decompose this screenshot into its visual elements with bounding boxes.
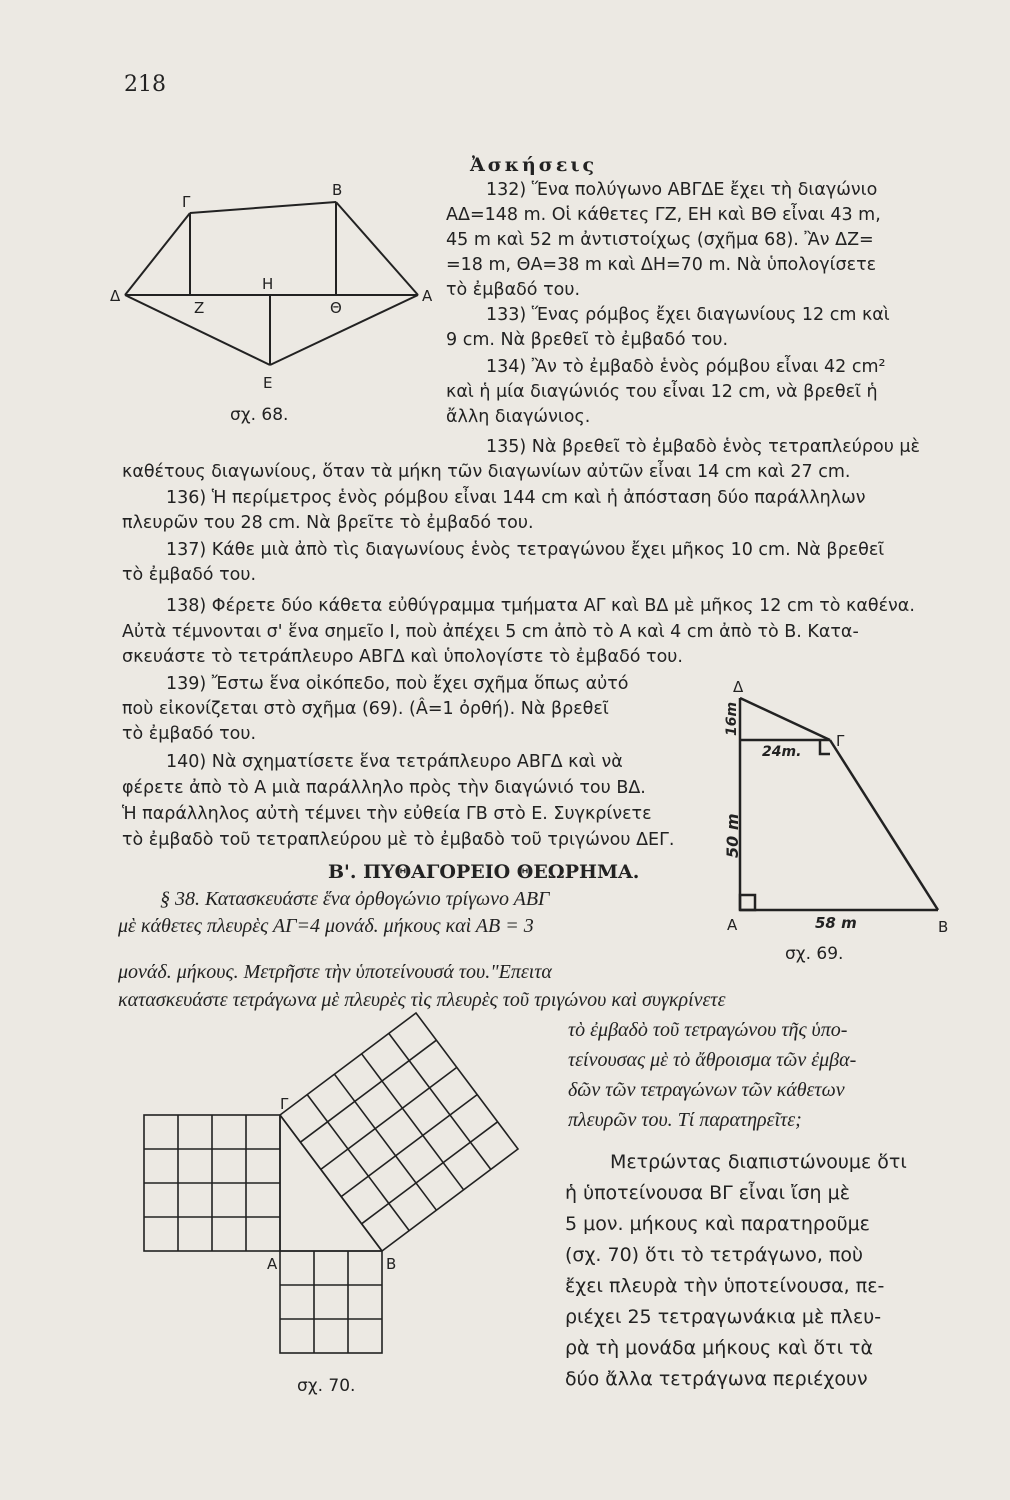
ex132-line4: =18 m, ΘΑ=38 m καὶ ΔΗ=70 m. Νὰ ὑπολογίσετε [446, 255, 877, 275]
sec38-right-line1: τὸ ἐμβαδὸ τοῦ τετραγώνου τῆς ὑπο- [568, 1019, 848, 1041]
ex137-line2: τὸ ἐμβαδό του. [122, 565, 257, 585]
ex132-line5: τὸ ἐμβαδό του. [446, 280, 581, 300]
ex132-line2: ΑΔ=148 m. Οἱ κάθετες ΓΖ, ΕΗ καὶ ΒΘ εἶναι 43 m, [446, 205, 881, 225]
fig69-label-B: Β [938, 918, 949, 936]
fig69-label-D: Δ [733, 678, 744, 696]
ex138-line2: Αὐτὰ τέμνονται σ' ἕνα σημεῖο Ι, ποὺ ἀπέχει 5 cm ἀπὸ τὸ Α καὶ 4 cm ἀπὸ τὸ Β. Κατα- [122, 622, 859, 642]
sec38-body-line7: ρὰ τὴ μονάδα μήκους καὶ ὅτι τὰ [565, 1337, 874, 1359]
fig68-label-Th: Θ [330, 299, 342, 317]
fig69-caption: σχ. 69. [785, 944, 844, 964]
ex135-line2: καθέτους διαγωνίους, ὅταν τὰ μήκη τῶν διαγωνίων αὐτῶν εἶναι 14 cm καὶ 27 cm. [122, 462, 851, 482]
sec38-body-line3: 5 μον. μήκους καὶ παρατηροῦμε [565, 1213, 870, 1235]
sec38-line2: μὲ κάθετες πλευρὲς ΑΓ=4 μονάδ. μήκους καὶ ΑΒ = 3 [118, 915, 534, 937]
section-title: Β'. ΠΥΘΑΓΟΡΕΙΟ ΘΕΩΡΗΜΑ. [328, 861, 640, 883]
fig68-caption: σχ. 68. [230, 405, 289, 425]
fig68-label-D: Δ [110, 287, 121, 305]
figure-69 [700, 678, 970, 978]
fig70-label-A: Α [267, 1255, 278, 1273]
exercises-heading: Ἀσκήσεις [470, 154, 598, 176]
fig68-label-H: Η [262, 275, 274, 293]
ex134-line3: ἄλλη διαγώνιος. [446, 407, 591, 427]
sec38-line3: μονάδ. μήκους. Μετρῆστε τὴν ὑποτείνουσά του."Επειτα [118, 961, 552, 983]
ex138-line3: σκευάστε τὸ τετράπλευρο ΑΒΓΔ καὶ ὑπολογίστε τὸ ἐμβαδό του. [122, 647, 683, 667]
sec38-body-line5: ἔχει πλευρὰ τὴν ὑποτείνουσα, πε- [565, 1275, 885, 1297]
fig70-label-G: Γ [280, 1095, 289, 1113]
fig70-caption: σχ. 70. [297, 1376, 356, 1396]
fig68-label-E: Ε [263, 374, 273, 392]
fig69-label-G: Γ [836, 732, 845, 750]
fig69-dim-16: 16m [724, 701, 740, 736]
page-number: 218 [124, 72, 166, 97]
figure-68 [110, 175, 450, 430]
ex140-line2: φέρετε ἀπὸ τὸ Α μιὰ παράλληλο πρὸς τὴν διαγώνιό του ΒΔ. [122, 778, 646, 798]
ex136-line2: πλευρῶν του 28 cm. Νὰ βρεῖτε τὸ ἐμβαδό του. [122, 513, 534, 533]
ex139-line1: 139) Ἔστω ἕνα οἰκόπεδο, ποὺ ἔχει σχῆμα ὅπως αὐτό [166, 674, 629, 694]
fig68-label-B: Β [332, 181, 343, 199]
ex139-line2: ποὺ εἰκονίζεται στὸ σχῆμα (69). (Â=1 ὀρθή). Νὰ βρεθεῖ [122, 699, 609, 719]
sec38-body-line6: ριέχει 25 τετραγωνάκια μὲ πλευ- [565, 1306, 882, 1328]
ex140-line4: τὸ ἐμβαδὸ τοῦ τετραπλεύρου μὲ τὸ ἐμβαδὸ τοῦ τριγώνου ΔΕΓ. [122, 830, 675, 850]
fig68-label-G: Γ [182, 193, 191, 211]
sec38-right-line4: πλευρῶν του. Τί παρατηρεῖτε; [568, 1109, 802, 1131]
ex134-line1: 134) Ἂν τὸ ἐμβαδὸ ἑνὸς ρόμβου εἶναι 42 cm² [486, 357, 886, 377]
ex140-line1: 140) Νὰ σχηματίσετε ἕνα τετράπλευρο ΑΒΓΔ καὶ νὰ [166, 752, 623, 772]
ex133-line2: 9 cm. Νὰ βρεθεῖ τὸ ἐμβαδό του. [446, 330, 729, 350]
sec38-line1: § 38. Κατασκευάστε ἕνα ὀρθογώνιο τρίγωνο ΑΒΓ [160, 888, 550, 910]
ex132-line1: 132) Ἕνα πολύγωνο ΑΒΓΔΕ ἔχει τὴ διαγώνιο [486, 180, 878, 200]
sec38-body-line1: Μετρώντας διαπιστώνουμε ὅτι [610, 1151, 907, 1173]
sec38-right-line2: τείνουσας μὲ τὸ ἄθροισμα τῶν ἐμβα- [568, 1049, 857, 1071]
fig70-label-B: Β [386, 1255, 397, 1273]
ex132-line3: 45 m καὶ 52 m ἀντιστοίχως (σχῆμα 68). Ἂν ΔΖ= [446, 230, 874, 250]
sec38-right-line3: δῶν τῶν τετραγώνων τῶν κάθετων [568, 1079, 845, 1101]
fig69-label-A: Α [727, 916, 738, 934]
fig69-dim-24: 24m. [762, 744, 802, 760]
sec38-body-line4: (σχ. 70) ὅτι τὸ τετράγωνο, ποὺ [565, 1244, 864, 1266]
ex135-line1: 135) Νὰ βρεθεῖ τὸ ἐμβαδὸ ἑνὸς τετραπλεύρου μὲ [486, 437, 920, 457]
ex138-line1: 138) Φέρετε δύο κάθετα εὐθύγραμμα τμήματα ΑΓ καὶ ΒΔ μὲ μῆκος 12 cm τὸ καθένα. [166, 596, 915, 616]
ex139-line3: τὸ ἐμβαδό του. [122, 724, 257, 744]
ex140-line3: Ἡ παράλληλος αὐτὴ τέμνει τὴν εὐθεία ΓΒ στὸ Ε. Συγκρίνετε [122, 804, 652, 824]
sec38-line4: κατασκευάστε τετράγωνα μὲ πλευρὲς τὶς πλευρὲς τοῦ τριγώνου καὶ συγκρίνετε [118, 989, 726, 1011]
figure-70 [130, 1005, 560, 1405]
sec38-body-line8: δύο ἄλλα τετράγωνα περιέχουν [565, 1368, 868, 1390]
ex134-line2: καὶ ἡ μία διαγώνιός του εἶναι 12 cm, νὰ βρεθεῖ ἡ [446, 382, 878, 402]
ex133-line1: 133) Ἕνας ρόμβος ἔχει διαγωνίους 12 cm καὶ [486, 305, 890, 325]
sec38-body-line2: ἡ ὑποτείνουσα ΒΓ εἶναι ἴση μὲ [565, 1182, 850, 1204]
fig68-label-Z: Ζ [194, 299, 205, 317]
fig69-dim-50: 50 m [723, 813, 742, 858]
fig68-label-A: Α [422, 287, 433, 305]
ex136-line1: 136) Ἡ περίμετρος ἑνὸς ρόμβου εἶναι 144 cm καὶ ἡ ἀπόσταση δύο παράλληλων [166, 488, 866, 508]
ex137-line1: 137) Κάθε μιὰ ἀπὸ τὶς διαγωνίους ἑνὸς τετραγώνου ἔχει μῆκος 10 cm. Νὰ βρεθεῖ [166, 540, 885, 560]
fig69-dim-58: 58 m [815, 914, 857, 932]
